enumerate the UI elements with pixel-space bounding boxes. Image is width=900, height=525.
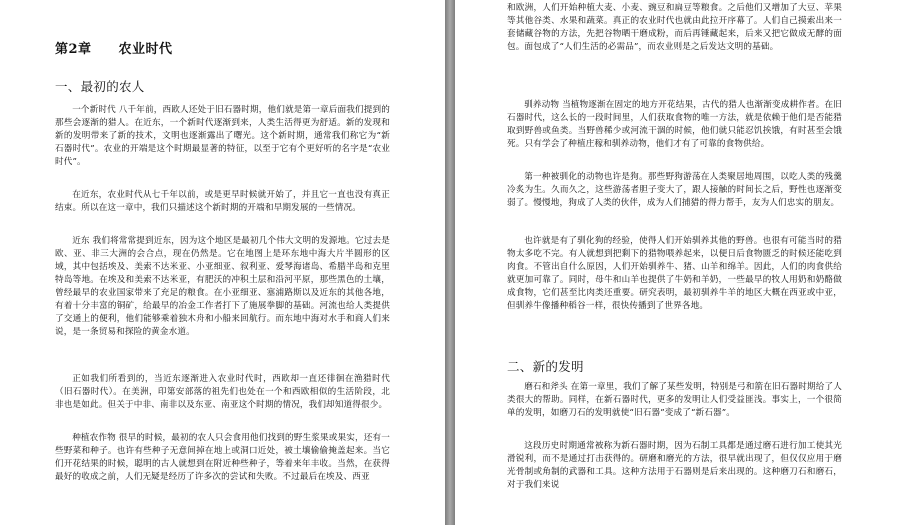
left-page (0, 0, 445, 525)
paragraph-continued: 和欧洲，人们开始种植大麦、小麦、豌豆和扁豆等粮食。之后他们又增加了大豆、苹果等其他谷类、水果和蔬菜。真正的农业时代也就由此拉开序幕了。人们自己摸索出来一套储藏谷物的方法，先把谷物晒干磨成粉，而后再锤藏起来，后来又把它做成无酵的面包。面包成了“人们生活的必需品”，而农业则是之后发达文明的基础。 (507, 3, 842, 52)
chapter-title: 第2章 农业时代 (55, 42, 173, 57)
page-gutter (445, 0, 455, 525)
paragraph: 种植农作物 很早的时候，最初的农人只会食用他们找到的野生浆果或果实，还有一些野菜和种子。也许有些种子无意间掉在地上或洞口近处，被土壤偷偷掩盖起来。当它们开花结果的时候，聪明的古人就想到在附近种些种子，等着来年丰收。当然，在获得最好的收成之前，人们无疑是经历了许多次的尝试和失败。不过最后在埃及、西亚 (55, 433, 390, 482)
paragraph: 一个新时代 八千年前，西欧人还处于旧石器时期，他们就是第一章后面我们提到的那些会逐渐的猎人。在近东，一个新时代逐渐到来，人类生活得更为舒适。新的发现和新的发明带来了新的技术，文明也逐渐露出了曙光。这个新时期，通常我们称它为“新石器时代”。农业的开端是这个时期最显著的特征，以至于它有个更好听的名字是“农业时代”。 (55, 105, 390, 167)
paragraph: 正如我们所看到的，当近东逐渐进入农业时代时，西欧却一直还徘徊在渔猎时代（旧石器时代）。在美洲，印第安部落的祖先们也处在一个和西欧相似的生活阶段，北非也是如此。但关于中非、南非以及东亚、南亚这个时期的情况，我们却知道得很少。 (55, 374, 390, 410)
paragraph: 磨石和斧头 在第一章里，我们了解了某些发明，特别是弓和箭在旧石器时期给了人类很大的帮助。同样，在新石器时代，更多的发明让人们受益匪浅。事实上，一个很简单的发明，如磨刀石的发明就使“旧石器”变成了“新石器”。 (507, 382, 842, 418)
section-title-new-inventions: 二、新的发明 (507, 359, 584, 374)
paragraph: 这段历史时期通常被称为新石器时期，因为石制工具都是通过磨石进行加工使其光滑锐利，而不是通过打击获得的。研磨和磨光的方法，很早就出现了，但仅仅应用于磨光骨制或角制的武器和工具。这种方法用于石器则是后来出现的。这种磨刀石和磨石，对于我们来说 (507, 441, 842, 490)
paragraph: 近东 我们将常常提到近东，因为这个地区是最初几个伟大文明的发源地。它过去是欧、亚、非三大洲的会合点，现在仍然是。它在地图上是环东地中海大片半圆形的区域，其中包括埃及、美索不达米亚、小亚细亚、叙利亚、爱琴海诸岛、希腊半岛和克里特岛等地。在埃及和美索不达米亚，有肥沃的冲积土层和沿河平原，那些黑色的土壤，曾经最早的农业国家带来了充足的粮食。在小亚细亚、塞浦路斯以及近东的其他各地，有着十分丰富的铜矿，给最早的冶金工作者打下了施展拳脚的基础。河流也给人类提供了交通上的便利，他们能够乘着独木舟和小船来回航行。而东地中海对水手和商人们来说，是一条贸易和探险的黄金水道。 (55, 236, 390, 337)
paragraph: 在近东，农业时代从七千年以前，或是更早时候就开始了，并且它一直也没有真正结束。所以在这一章中，我们只描述这个新时期的开端和早期发展的一些情况。 (55, 190, 390, 213)
paragraph: 驯养动物 当植物逐渐在固定的地方开花结果，古代的猎人也渐渐变成耕作者。在旧石器时代，这么长的一段时间里，人们获取食物的唯一方法，就是依赖于他们是否能猎取到野兽或鱼类。当野兽稀少或河流干涸的时候，他们就只能忍饥挨饿，有时甚至会饿死。只有学会了种植庄稼和驯养动物，他们才有了可靠的食物供给。 (507, 100, 842, 149)
paragraph: 第一种被驯化的动物也许是狗。那些野狗游荡在人类聚居地周围，以吃人类的残羹冷炙为生。久而久之，这些游荡者胆子变大了，跟人接触的时间长之后，野性也逐渐变弱了。慢慢地，狗成了人类的伙伴，成为人们捕猎的得力帮手，友为人们忠实的朋友。 (507, 172, 842, 208)
section-title-first-farmers: 一、最初的农人 (55, 79, 145, 94)
right-page (455, 0, 900, 525)
paragraph: 也许就是有了驯化狗的经验，使得人们开始驯养其他的野兽。也很有可能当时的猎物太多吃不完。有人就想到把剩下的猎物喂养起来，以便日后食物匮乏的时候还能吃到肉食。不管出自什么原因，人们开始驯养牛、猪、山羊和绵羊。因此，人们的肉食供给就更加可靠了。同时，母牛和山羊也提供了牛奶和羊奶，一些最早的牧人用奶和奶酪做成食物，它们甚至比肉类还重要。研究表明，最初驯养牛羊的地区大概在西亚或中亚，但驯养牛像播种稻谷一样，很快传播到了世界各地。 (507, 236, 842, 311)
